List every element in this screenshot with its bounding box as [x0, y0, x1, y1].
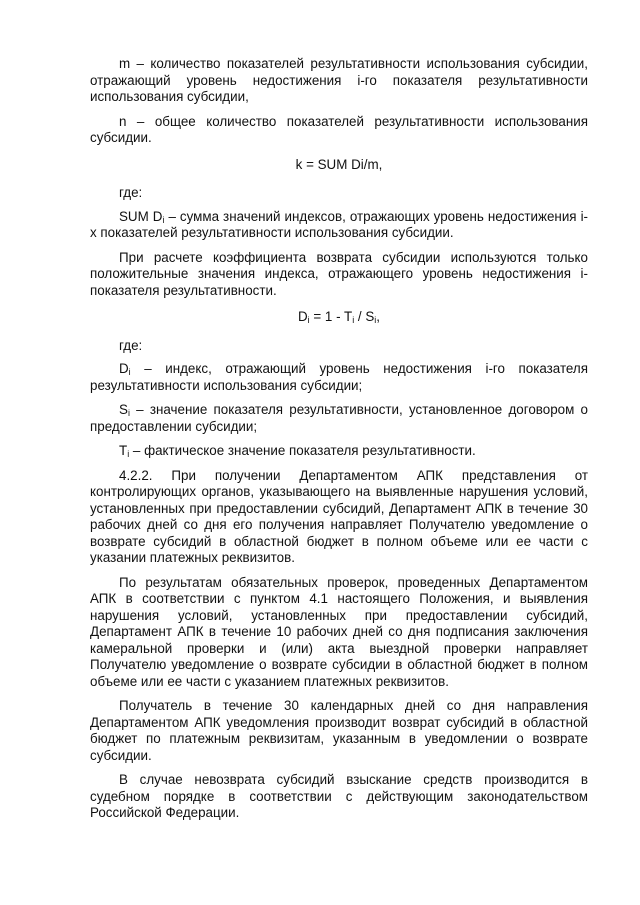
si-subscript: i [127, 408, 130, 418]
formula-d-sub1: i [307, 315, 310, 325]
formula-d-mid1: = 1 - T [309, 309, 353, 324]
m-definition: m – количество показателей результативности использования субсидии, отражающий уровень недостижения i-го показателя результативности использования субсидии, [90, 56, 588, 104]
di-subscript: i [128, 367, 131, 377]
formula-d-term: D [297, 309, 308, 324]
where-label-1: где: [119, 185, 143, 200]
si-definition [90, 402, 588, 435]
formula-d [90, 309, 588, 326]
ti-text: – фактическое значение показателя результативности. [129, 443, 476, 458]
sum-definition [90, 209, 588, 242]
di-text: – индекс, отражающий уровень недостижения i-го показателя результативности использования субсидии; [90, 361, 588, 393]
calc-note: При расчете коэффициента возврата субсидии используются только положительные значения индекса, отражающего уровень недостижения i-показателя результативности. [90, 249, 588, 298]
where-label-2: где: [119, 337, 143, 353]
formula-k: k = SUM Di/m, [295, 156, 383, 172]
checks-paragraph: По результатам обязательных проверок, проведенных Департаментом АПК в соответствии с пунктом 4.1 настоящего Положения, и выявления нарушения условий, установленных при предоставлении субсидий, Департамент АПК в течение 10 рабочих дней со дня подписания заключения камеральной проверки и (или) акта выездной проверки направляет Получателю уведомление о возврате субсидии в областной бюджет в полном объеме или ее части с указанием платежных реквизитов. [90, 574, 588, 689]
sum-text: – сумма значений индексов, отражающих уровень недостижения i-х показателей результативности использования субсидии. [90, 208, 588, 240]
sum-term: SUM D [119, 208, 163, 224]
n-definition: n – общее количество показателей результативности использования субсидии. [90, 113, 588, 145]
return-paragraph: Получатель в течение 30 календарных дней со дня направления Департаментом АПК уведомления производит возврат субсидий в областной бюджет по платежным реквизитам, указанным в уведомлении о возврате субсидии. [90, 698, 588, 763]
di-definition [90, 361, 588, 394]
formula-d-sub2: i [352, 315, 355, 325]
formula-d-mid2: / S [354, 309, 375, 324]
si-text: – значение показателя результативности, установленное договором о предоставлении субсидии; [90, 402, 588, 434]
clause-4-2-2: 4.2.2. При получении Департаментом АПК представления от контролирующих органов, указывающего на выявленные нарушения условий, установленных при предоставлении субсидий, Департамент АПК в течение 30 рабочих дней со дня его получения направляет Получателю уведомление о возврате субсидий в областной бюджет в полном объеме или ее части с указании платежных реквизитов. [90, 467, 588, 565]
ti-term: T [119, 443, 128, 458]
court-paragraph: В случае невозврата субсидий взыскание средств производится в судебном порядке в соответствии с действующим законодательством Российской Федерации. [90, 772, 588, 820]
sum-subscript: i [162, 214, 165, 225]
document-page [90, 56, 588, 830]
formula-d-sub3: i [374, 315, 377, 325]
si-term: S [119, 402, 128, 417]
formula-d-end: , [376, 309, 381, 324]
ti-definition [90, 443, 588, 460]
di-term: D [119, 361, 129, 376]
ti-subscript: i [127, 449, 130, 459]
